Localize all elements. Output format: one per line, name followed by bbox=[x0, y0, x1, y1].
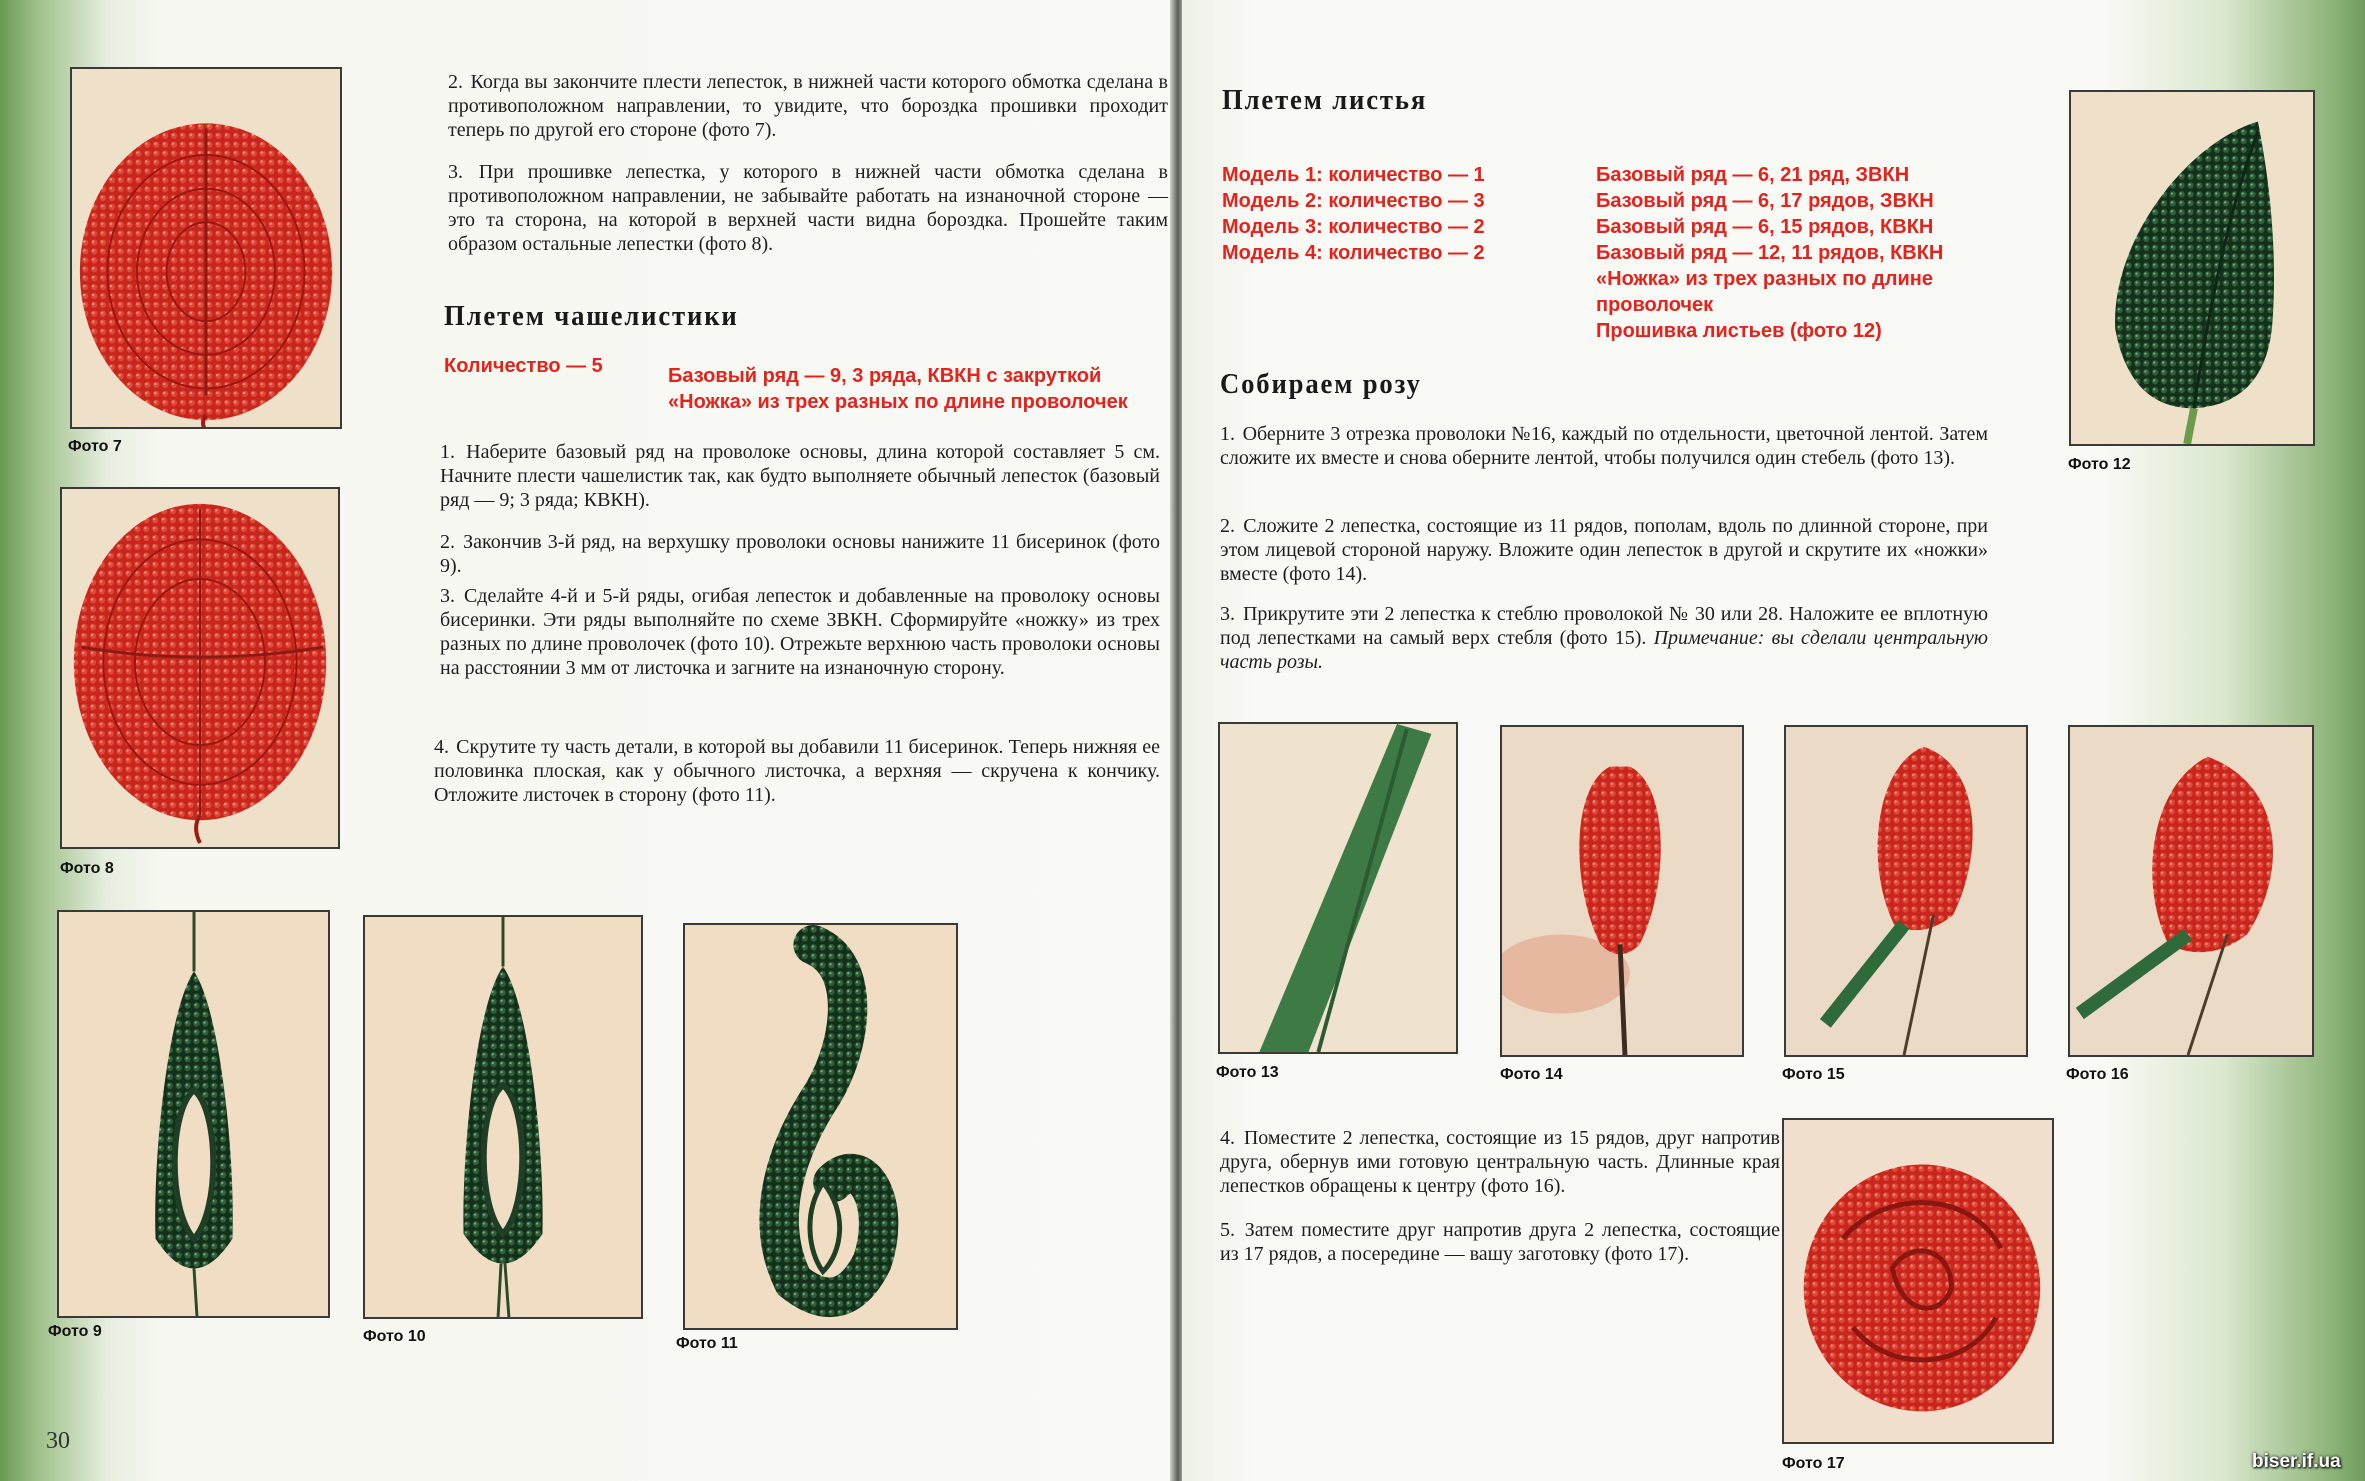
model-3: Модель 3: количество — 2 bbox=[1222, 216, 1485, 238]
paragraph-text: Когда вы закончите плести лепесток, в нижней части которого обмотка сделана в противоположном направлении, то увидите, что бороздка прошивки проходит теперь по другой его стороне (фото 7). bbox=[448, 71, 1168, 141]
section-title-rose: Собираем розу bbox=[1220, 368, 1422, 400]
photo-17 bbox=[1782, 1118, 2054, 1444]
paragraph-number: 2. bbox=[448, 71, 463, 93]
green-sepal-image bbox=[59, 912, 328, 1316]
leaf-spec-3: Базовый ряд — 6, 15 рядов, КВКН bbox=[1596, 216, 1934, 238]
green-sepal-image bbox=[365, 917, 641, 1317]
step-note: Примечание: вы сделали центральную часть розы. bbox=[1220, 627, 1989, 673]
red-round-petal-image bbox=[72, 69, 340, 427]
caption-foto-11: Фото 11 bbox=[676, 1335, 738, 1352]
step-text: Сделайте 4-й и 5-й ряды, огибая лепесток и добавленные на проволоку основы бисеринки. Эти ряды выполняйте по схеме ЗВКН. Сформируйте «ножку» из трех разных по длине проволочек (фото 10). Отрежьте верхнюю часть проволоки основы на расстоянии 3 мм от листочка и загните на изнаночную сторону. bbox=[440, 585, 1160, 679]
step-text: Прикрутите эти 2 лепестка к стеблю проволокой № 30 или 28. Наложите ее вплотную под лепестками на самый верх стебля (фото 15). bbox=[1220, 603, 1989, 649]
caption-foto-16: Фото 16 bbox=[2066, 1066, 2129, 1083]
photo-8 bbox=[60, 487, 340, 849]
paragraph-text: При прошивке лепестка, у которого в нижней части обмотка сделана в противоположном направлении, не забывайте работать на изнаночной стороне — это та сторона, на которой в верхней части видна бороздка. Прошейте таким образом остальные лепестки (фото 8). bbox=[448, 161, 1169, 255]
red-round-petal-image bbox=[62, 489, 338, 847]
right-page bbox=[1182, 0, 2365, 1481]
paragraph-number: 3. bbox=[448, 161, 463, 183]
photo-11 bbox=[683, 923, 958, 1330]
sepal-step-4 bbox=[434, 735, 1160, 807]
green-leaf-image bbox=[2071, 92, 2313, 444]
step-text: Сложите 2 лепестка, состоящие из 11 рядов, пополам, вдоль по длинной стороне, при этом лицевой стороной наружу. Вложите один лепесток в другой и скрутите их «ножки» вместе (фото 14). bbox=[1220, 515, 1989, 585]
rose-step-2 bbox=[1220, 514, 1988, 586]
stem-image bbox=[1220, 724, 1456, 1052]
step-number: 4. bbox=[1220, 1127, 1235, 1149]
step-number: 1. bbox=[1220, 423, 1235, 445]
sepal-quantity: Количество — 5 bbox=[444, 355, 603, 377]
caption-foto-15: Фото 15 bbox=[1782, 1066, 1845, 1083]
section-title-leaves: Плетем листья bbox=[1222, 84, 1428, 116]
step-number: 3. bbox=[440, 585, 455, 607]
step-text: Скрутите ту часть детали, в которой вы добавили 11 бисеринок. Теперь нижняя ее половинка плоская, как у обычного листочка, а верхняя — скручена к кончику. Отложите листочек в сторону (фото 11). bbox=[434, 736, 1161, 806]
step-text: Оберните 3 отрезка проволоки №16, каждый по отдельности, цветочной лентой. Затем сложите их вместе и снова оберните лентой, чтобы получился один стебель (фото 13). bbox=[1220, 423, 1988, 469]
photo-13 bbox=[1218, 722, 1458, 1054]
left-page bbox=[0, 0, 1178, 1481]
paragraph-2 bbox=[448, 70, 1168, 142]
page-number-left: 30 bbox=[46, 1428, 70, 1454]
leaf-spec-2: Базовый ряд — 6, 17 рядов, ЗВКН bbox=[1596, 190, 1934, 212]
section-title-sepals: Плетем чашелистики bbox=[444, 300, 739, 332]
caption-foto-7: Фото 7 bbox=[68, 438, 122, 455]
rose-partial-image bbox=[2070, 727, 2312, 1055]
leaf-spec-1: Базовый ряд — 6, 21 ряд, ЗВКН bbox=[1596, 164, 1910, 186]
leaf-spec-6: проволочек bbox=[1596, 294, 1714, 316]
step-text: Затем поместите друг напротив друга 2 лепестка, состоящие из 17 рядов, а посередине — вашу заготовку (фото 17). bbox=[1220, 1219, 1780, 1265]
leaf-spec-5: «Ножка» из трех разных по длине bbox=[1596, 268, 1933, 290]
step-number: 5. bbox=[1220, 1219, 1235, 1241]
caption-foto-12: Фото 12 bbox=[2068, 456, 2131, 473]
green-sepal-image bbox=[685, 925, 956, 1328]
step-number: 2. bbox=[440, 531, 455, 553]
step-text: Закончив 3-й ряд, на верхушку проволоки основы нанижите 11 бисеринок (фото 9). bbox=[440, 531, 1161, 577]
photo-16 bbox=[2068, 725, 2314, 1057]
caption-foto-17: Фото 17 bbox=[1782, 1455, 1845, 1472]
caption-foto-13: Фото 13 bbox=[1216, 1064, 1279, 1081]
step-text: Поместите 2 лепестка, состоящие из 15 рядов, друг напротив друга, обернув ими готовую центральную часть. Длинные края лепестков обращены к центру (фото 16). bbox=[1220, 1127, 1780, 1197]
caption-foto-10: Фото 10 bbox=[363, 1328, 426, 1345]
step-number: 3. bbox=[1220, 603, 1235, 625]
photo-15 bbox=[1784, 725, 2028, 1057]
caption-foto-9: Фото 9 bbox=[48, 1323, 102, 1340]
photo-10 bbox=[363, 915, 643, 1319]
finished-rose-image bbox=[1784, 1120, 2052, 1442]
leaf-spec-7: Прошивка листьев (фото 12) bbox=[1596, 320, 1882, 342]
step-number: 4. bbox=[434, 736, 449, 758]
photo-14 bbox=[1500, 725, 1744, 1057]
rose-step-3 bbox=[1220, 602, 1988, 674]
rose-step-1 bbox=[1220, 422, 1988, 470]
model-1: Модель 1: количество — 1 bbox=[1222, 164, 1485, 186]
photo-7 bbox=[70, 67, 342, 429]
caption-foto-8: Фото 8 bbox=[60, 860, 114, 877]
site-watermark: biser.if.ua bbox=[2252, 1451, 2341, 1472]
rose-step-5 bbox=[1220, 1218, 1780, 1266]
photo-9 bbox=[57, 910, 330, 1318]
sepal-step-2 bbox=[440, 530, 1160, 578]
sepal-spec-2: «Ножка» из трех разных по длине проволочек bbox=[668, 391, 1128, 413]
sepal-step-1 bbox=[440, 440, 1160, 512]
rose-center-image bbox=[1786, 727, 2026, 1055]
model-2: Модель 2: количество — 3 bbox=[1222, 190, 1485, 212]
caption-foto-14: Фото 14 bbox=[1500, 1066, 1563, 1083]
rose-bud-image bbox=[1502, 727, 1742, 1055]
photo-12 bbox=[2069, 90, 2315, 446]
paragraph-3 bbox=[448, 160, 1168, 256]
step-text: Наберите базовый ряд на проволоке основы, длина которой составляет 5 см. Начните плести чашелистик так, как будто выполняете обычный лепесток (базовый ряд — 9; 3 ряда; КВКН). bbox=[440, 441, 1161, 511]
leaf-spec-4: Базовый ряд — 12, 11 рядов, КВКН bbox=[1596, 242, 1944, 264]
rose-step-4 bbox=[1220, 1126, 1780, 1198]
sepal-spec-1: Базовый ряд — 9, 3 ряда, КВКН с закруткой bbox=[668, 365, 1102, 387]
model-4: Модель 4: количество — 2 bbox=[1222, 242, 1485, 264]
step-number: 2. bbox=[1220, 515, 1235, 537]
step-number: 1. bbox=[440, 441, 455, 463]
sepal-step-3 bbox=[440, 584, 1160, 680]
